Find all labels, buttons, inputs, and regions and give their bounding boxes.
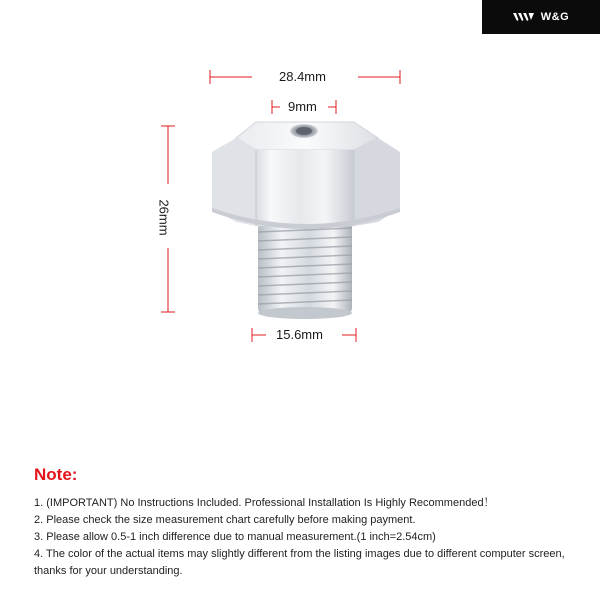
brand-name: W&G <box>540 11 570 23</box>
overall-width-label: 28.4mm <box>279 69 326 84</box>
note-item: 3. Please allow 0.5-1 inch difference due to manual measurement.(1 inch=2.54cm) <box>34 531 436 543</box>
hex-nut-body <box>212 122 400 229</box>
height-label: 26mm <box>156 199 172 236</box>
note-item: 1. (IMPORTANT) No Instructions Included. Professional Installation Is Highly Recommended！ <box>34 497 495 509</box>
note-title: Note: <box>34 465 78 484</box>
threaded-shank <box>258 222 352 319</box>
thread-diameter-label: 15.6mm <box>276 327 323 342</box>
note-item: 2. Please check the size measurement chart carefully before making payment. <box>34 514 416 526</box>
note-section <box>34 465 574 580</box>
note-item: 4. The color of the actual items may slightly different from the listing images due to different computer screen, thanks for your understanding. <box>34 548 565 577</box>
hole-diameter-label: 9mm <box>288 99 317 114</box>
